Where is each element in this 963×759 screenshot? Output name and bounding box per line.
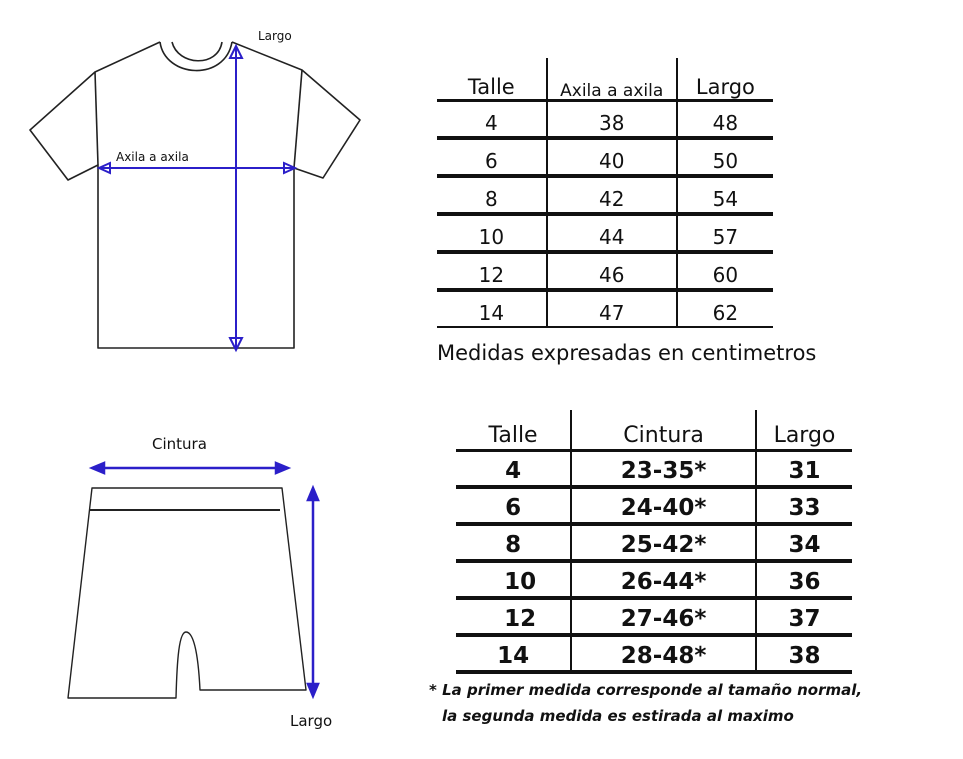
largo-cell: 60: [677, 252, 773, 290]
talle-cell: 4: [437, 101, 547, 139]
header-cintura: Cintura: [571, 410, 756, 451]
table-row: [456, 635, 852, 672]
talle-cell: 6: [437, 138, 547, 176]
header-largo: Largo: [756, 410, 852, 451]
axila-cell: 42: [547, 176, 677, 214]
largo-cell: 33: [756, 487, 852, 524]
table-header-row: [437, 58, 773, 101]
table-row: [437, 138, 773, 176]
talle-cell: 6: [456, 487, 571, 524]
largo-cell: 57: [677, 214, 773, 252]
shirt-size-table: [437, 58, 773, 328]
largo-cell: 62: [677, 290, 773, 327]
table-row: [437, 252, 773, 290]
table-row: [456, 598, 852, 635]
largo-cell: 31: [756, 451, 852, 488]
header-largo: Largo: [677, 58, 773, 101]
talle-cell: 14: [437, 290, 547, 327]
table-row: [437, 101, 773, 139]
cintura-cell: 26-44*: [571, 561, 756, 598]
talle-cell: 10: [437, 214, 547, 252]
shorts-cintura-label: Cintura: [152, 435, 207, 453]
header-axila: Axila a axila: [547, 58, 677, 101]
largo-cell: 50: [677, 138, 773, 176]
largo-cell: 48: [677, 101, 773, 139]
footnote-line-2: la segunda medida es estirada al maximo: [442, 707, 794, 725]
table-row: [437, 214, 773, 252]
axila-cell: 46: [547, 252, 677, 290]
axila-cell: 38: [547, 101, 677, 139]
shirt-largo-label: Largo: [258, 29, 292, 43]
table-row: [456, 524, 852, 561]
shorts-size-table: [456, 410, 852, 674]
talle-cell: 12: [456, 598, 571, 635]
largo-cell: 34: [756, 524, 852, 561]
table-row: [437, 290, 773, 327]
shirt-width-arrow-icon: [99, 163, 295, 173]
table-row: [456, 487, 852, 524]
talle-cell: 12: [437, 252, 547, 290]
cintura-cell: 27-46*: [571, 598, 756, 635]
talle-cell: 8: [437, 176, 547, 214]
table-row: [437, 176, 773, 214]
shirt-axila-label: Axila a axila: [116, 150, 189, 164]
shorts-icon: [68, 488, 306, 698]
waist-arrow-icon: [92, 463, 288, 473]
axila-cell: 44: [547, 214, 677, 252]
header-talle: Talle: [456, 410, 571, 451]
axila-cell: 47: [547, 290, 677, 327]
tshirt-icon: [30, 42, 360, 348]
footnote-line-1: * La primer medida corresponde al tamaño normal,: [429, 681, 863, 699]
cintura-cell: 25-42*: [571, 524, 756, 561]
largo-cell: 36: [756, 561, 852, 598]
table-row: [456, 451, 852, 488]
largo-cell: 37: [756, 598, 852, 635]
cintura-cell: 28-48*: [571, 635, 756, 672]
talle-cell: 4: [456, 451, 571, 488]
units-note: Medidas expresadas en centimetros: [437, 341, 817, 365]
shorts-largo-label: Largo: [290, 712, 333, 730]
shorts-length-arrow-icon: [308, 488, 318, 696]
talle-cell: 8: [456, 524, 571, 561]
header-talle: Talle: [437, 58, 547, 101]
largo-cell: 54: [677, 176, 773, 214]
largo-cell: 38: [756, 635, 852, 672]
talle-cell: 10: [456, 561, 571, 598]
table-header-row: [456, 410, 852, 451]
table-row: [456, 561, 852, 598]
cintura-cell: 23-35*: [571, 451, 756, 488]
shirt-length-arrow-icon: [230, 46, 242, 350]
cintura-cell: 24-40*: [571, 487, 756, 524]
axila-cell: 40: [547, 138, 677, 176]
talle-cell: 14: [456, 635, 571, 672]
